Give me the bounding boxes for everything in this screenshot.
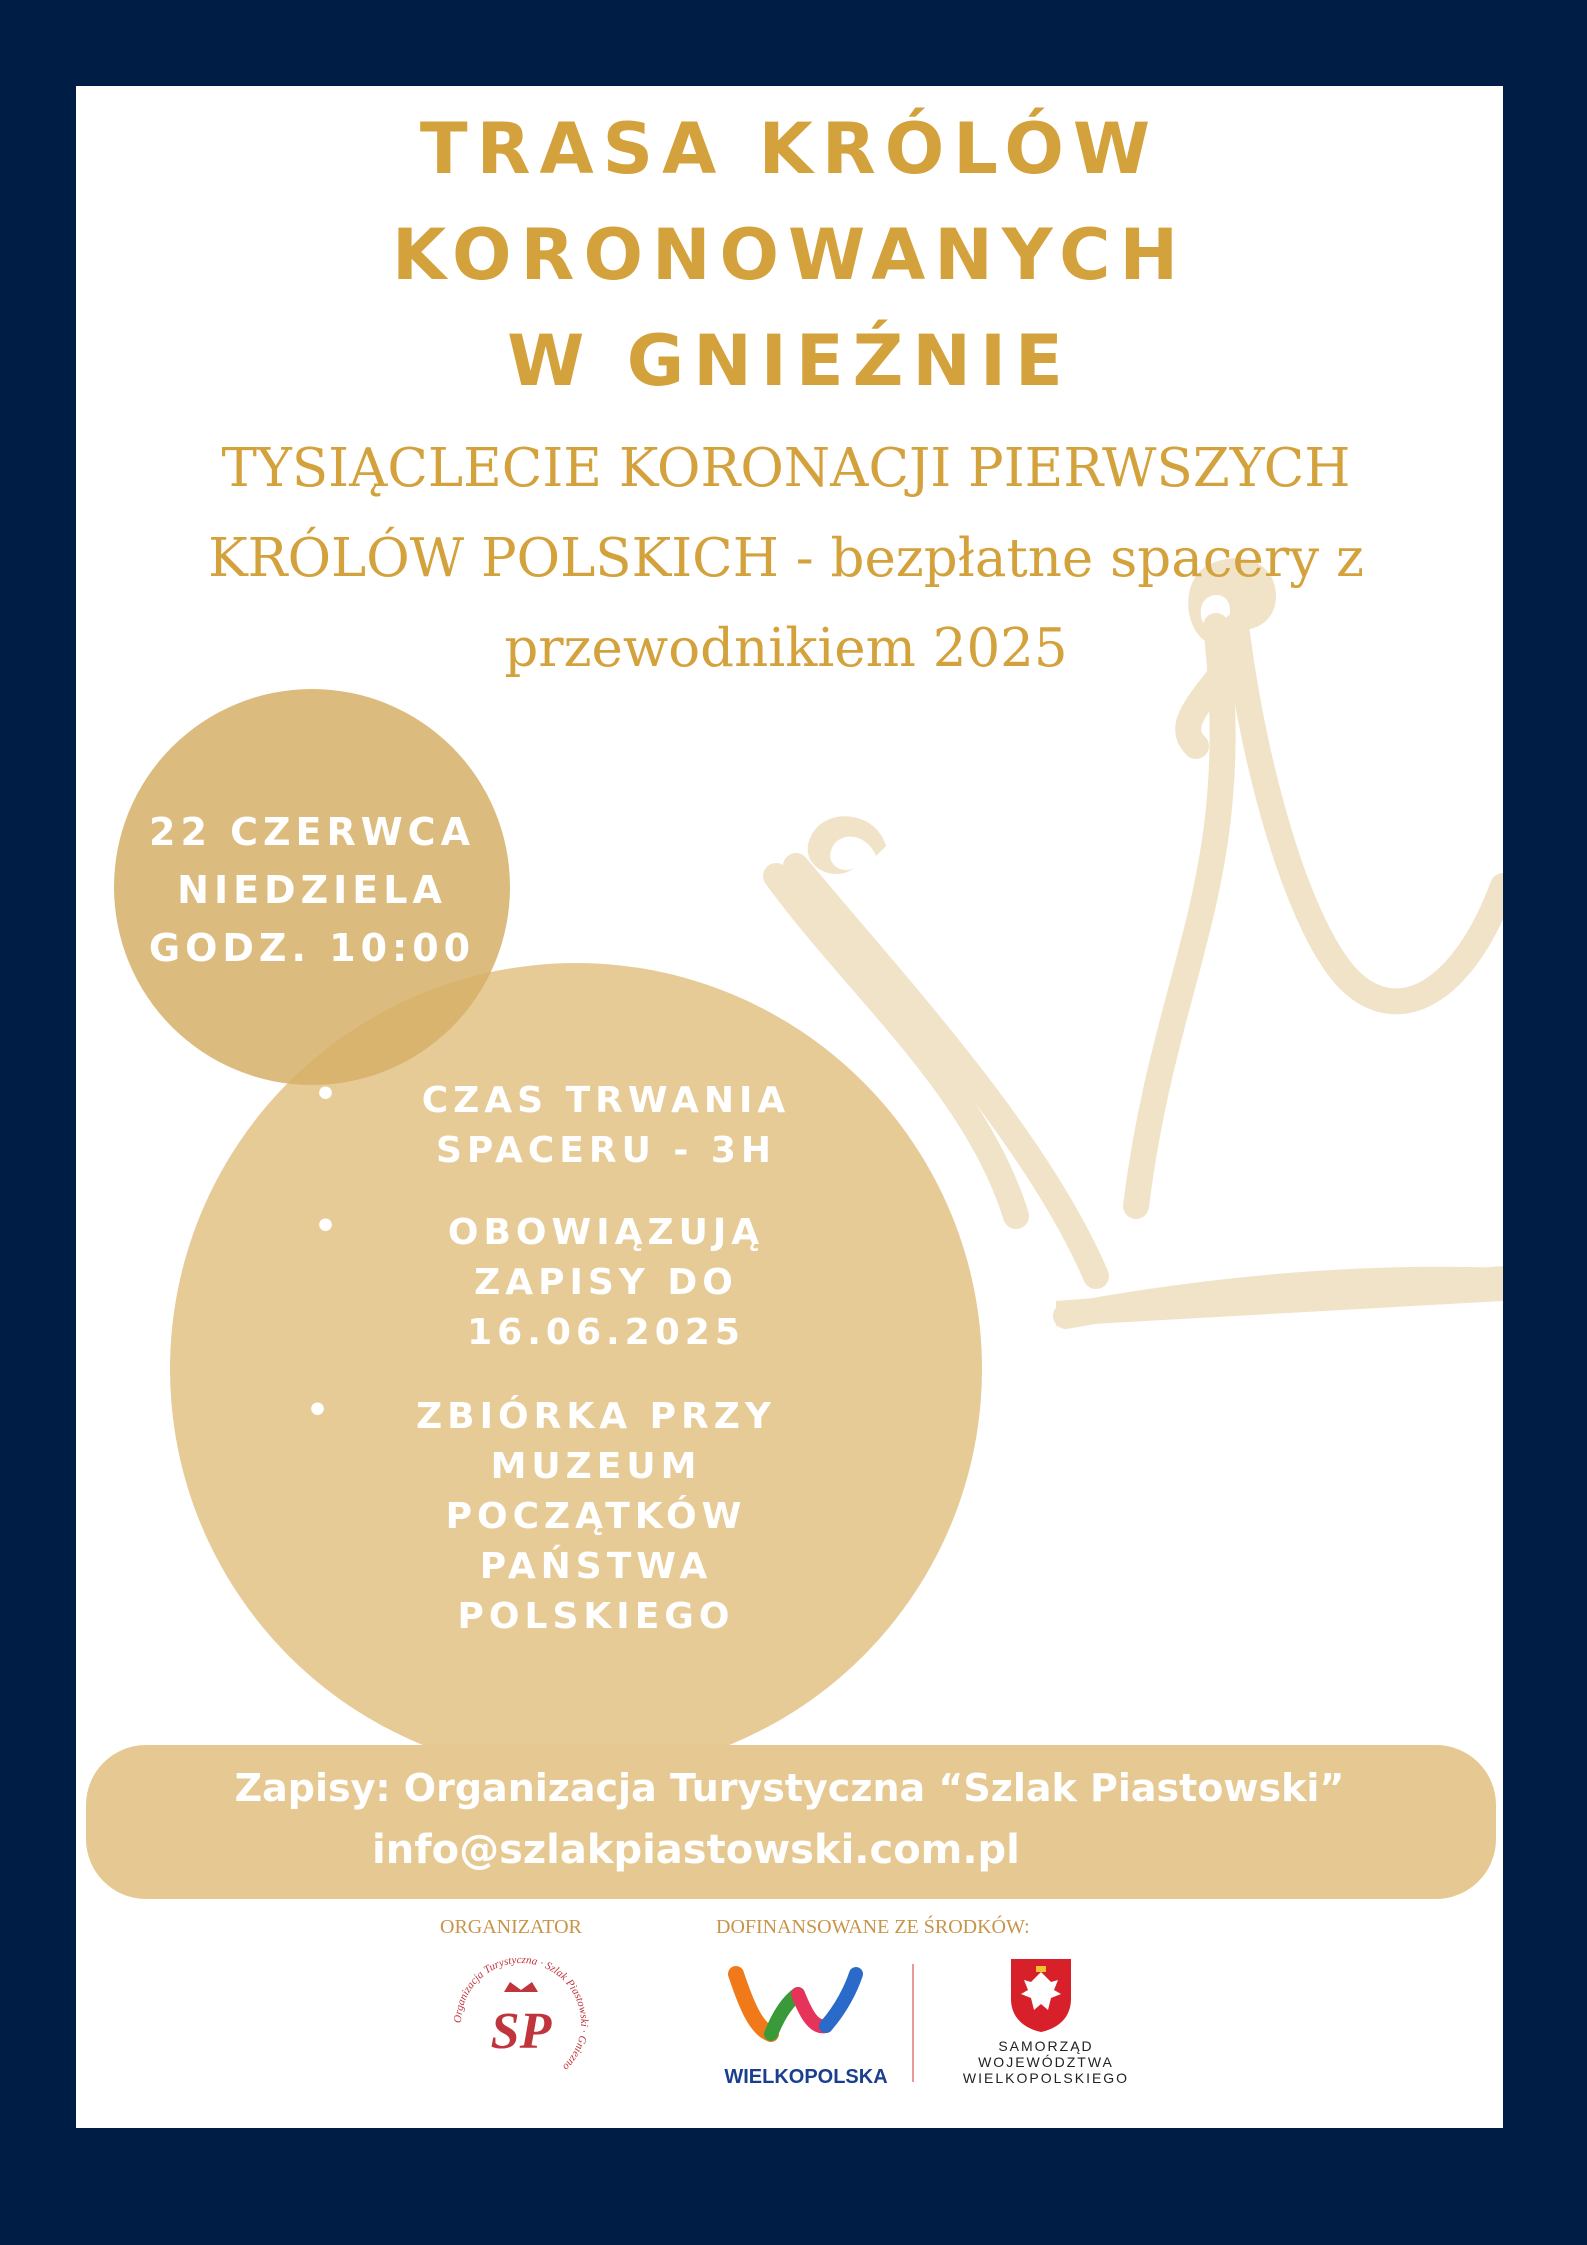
szlak-piastowski-logo xyxy=(446,1948,596,2098)
registration-organization: Zapisy: Organizacja Turystyczna “Szlak Piastowski” xyxy=(234,1766,1345,1810)
samorzad-line: SAMORZĄD xyxy=(998,2038,1094,2054)
funding-label: DOFINANSOWANE ZE ŚRODKÓW: xyxy=(716,1916,1030,1938)
date-time: GODZ. 10:00 xyxy=(148,926,476,970)
date-weekday: NIEDZIELA xyxy=(177,868,447,912)
bullet-text-meeting-point xyxy=(386,1392,806,1642)
subtitle-line-3: przewodnikiem 2025 xyxy=(504,618,1068,679)
samorzad-line: WIELKOPOLSKIEGO xyxy=(962,2070,1130,2086)
bullet-line: SPACERU - 3H xyxy=(435,1130,777,1171)
event-date xyxy=(114,803,510,977)
poster xyxy=(76,86,1503,2128)
title-line-1: TRASA KRÓLÓW xyxy=(419,108,1160,190)
crown-icon xyxy=(504,1982,538,1992)
subtitle-line-1: TYSIĄCLECIE KORONACJI PIERWSZYCH xyxy=(221,438,1351,499)
bullet-text-duration xyxy=(396,1076,816,1176)
bullet-line: POCZĄTKÓW xyxy=(445,1496,747,1537)
bullet-line: POLSKIEGO xyxy=(457,1596,735,1637)
subtitle xyxy=(116,424,1456,694)
bullet-line: CZAS TRWANIA xyxy=(421,1080,791,1121)
wielkopolska-label: WIELKOPOLSKA xyxy=(724,2066,888,2088)
bullet-line: PAŃSTWA xyxy=(479,1546,713,1587)
date-day: 22 CZERWCA xyxy=(149,810,475,854)
subtitle-line-2: KRÓLÓW POLSKICH - bezpłatne spacery z xyxy=(208,528,1364,589)
title-line-3: W GNIEŹNIE xyxy=(507,320,1072,402)
bullet-line: OBOWIĄZUJĄ xyxy=(447,1212,765,1253)
logo-ring-text: Organizacja Turystyczna · Szlak Piastowski · Gniezno xyxy=(451,1953,591,2073)
logo-monogram: SP xyxy=(490,2003,552,2060)
title-line-2: KORONOWANYCH xyxy=(391,214,1188,296)
footer-divider xyxy=(912,1964,914,2082)
bullet-line: 16.06.2025 xyxy=(467,1312,745,1353)
bullet-line: MUZEUM xyxy=(490,1446,702,1487)
bullet-line: ZBIÓRKA PRZY xyxy=(416,1396,776,1437)
bullet-text-registration xyxy=(396,1208,816,1358)
wielkopolska-logo xyxy=(726,1954,876,2054)
samorzad-label xyxy=(936,2038,1156,2086)
bullet-line: ZAPISY DO xyxy=(474,1262,738,1303)
page-title xyxy=(76,96,1503,414)
bullet-dot: • xyxy=(306,1390,335,1431)
organizer-label: ORGANIZATOR xyxy=(440,1916,582,1938)
bullet-dot: • xyxy=(314,1206,343,1247)
coat-of-arms-icon xyxy=(1006,1954,1076,2034)
registration-email[interactable]: info@szlakpiastowski.com.pl xyxy=(372,1827,1020,1873)
bullet-dot: • xyxy=(314,1074,343,1115)
samorzad-line: WOJEWÓDZTWA xyxy=(978,2054,1114,2070)
